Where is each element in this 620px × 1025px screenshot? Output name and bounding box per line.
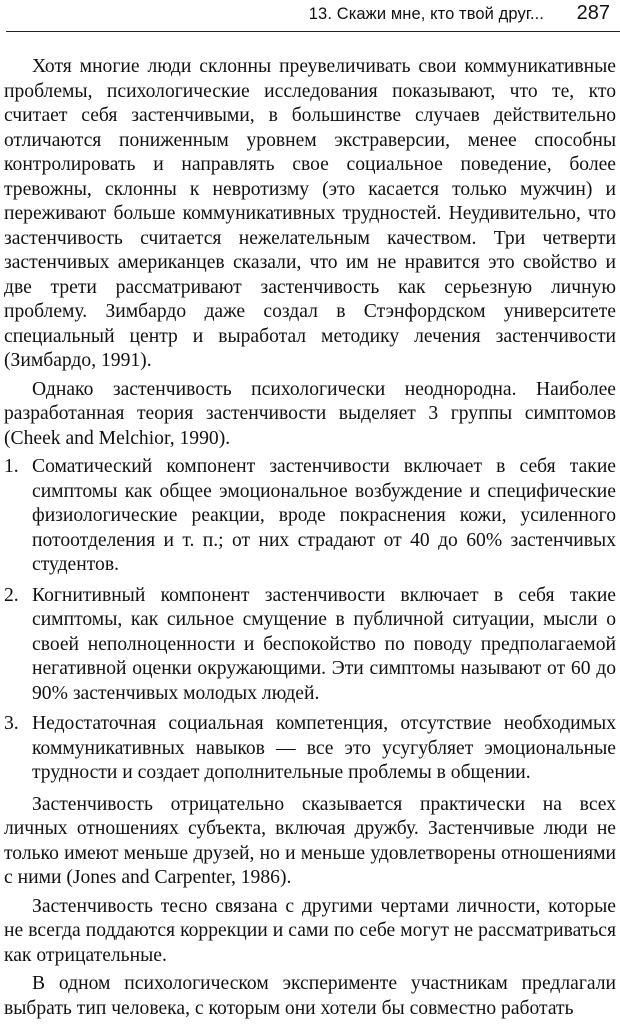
paragraph-1: Хотя многие люди склонны преувеличивать свои коммуникативные проблемы, психологические исследования показывают, что те, кто считает себя застенчивыми, в большинстве случаев действительно отличаются пониженным уровнем экстраверсии, менее способны контролировать и направлять свое социальное поведение, более тревожны, склонны к невротизму (это касается только мужчин) и переживают больше коммуникативных трудностей. Неудивительно, что застенчивость считается нежелательным качеством. Три четверти застенчивых американцев сказали, что им не нравится это свойство и две трети рассматривают застенчивость как серьезную личную проблему. Зимбардо даже создал в Стэнфордском университете специальный центр и выработал методику лечения застенчивости (Зимбардо, 1991). bbox=[4, 56, 616, 371]
list-item bbox=[4, 712, 616, 786]
list-item-number: 2. bbox=[4, 584, 19, 606]
symptom-list bbox=[4, 455, 616, 786]
list-item-text: Соматический компонент застенчивости включает в себя такие симптомы как общее эмоциональное возбуждение и специфические физиологические реакции, вроде покраснения кожи, усиленного потоотделения и т. п.; от них страдают от 40 до 60% застенчивых студентов. bbox=[32, 456, 616, 575]
paragraph-4: Застенчивость тесно связана с другими чертами личности, которые не всегда поддаются коррекции и сами по себе могут не рассматриваться как отрицательные. bbox=[4, 895, 616, 966]
list-item-number: 1. bbox=[4, 456, 19, 477]
page-number: 287 bbox=[576, 2, 610, 24]
list-item-text: Когнитивный компонент застенчивости включает в себя такие симптомы, как сильное смущение в публичной ситуации, мысли о своей неполноценности и беспокойство по поводу предполагаемой негативной оценки окружающими. Эти симптомы называют от 60 до 90% застенчивых молодых людей. bbox=[32, 584, 616, 704]
list-item bbox=[4, 584, 616, 707]
page-header bbox=[0, 0, 620, 34]
running-head: 13. Скажи мне, кто твой друг... bbox=[308, 5, 544, 23]
list-item-number: 3. bbox=[4, 713, 19, 734]
paragraph-3: Застенчивость отрицательно сказывается практически на всех личных отношениях субъекта, включая дружбу. Застенчивые люди не только имеют меньше друзей, но и меньше удовлетворены отношениями с ними (Jones and Carpenter, 1986). bbox=[4, 793, 616, 888]
list-item-text: Недостаточная социальная компетенция, отсутствие необходимых коммуникативных навыков — все это усугубляет эмоциональные трудности и создает дополнительные проблемы в общении. bbox=[32, 713, 616, 783]
paragraph-5: В одном психологическом эксперименте участникам предлагали выбрать тип человека, с которым они хотели бы совместно работать bbox=[4, 973, 616, 1019]
list-item bbox=[4, 455, 616, 578]
body-text bbox=[4, 55, 616, 1025]
paragraph-2: Однако застенчивость психологически неоднородна. Наиболее разработанная теория застенчивости выделяет 3 группы симптомов (Cheek and Melchior, 1990). bbox=[4, 378, 616, 449]
header-rule bbox=[6, 31, 620, 32]
